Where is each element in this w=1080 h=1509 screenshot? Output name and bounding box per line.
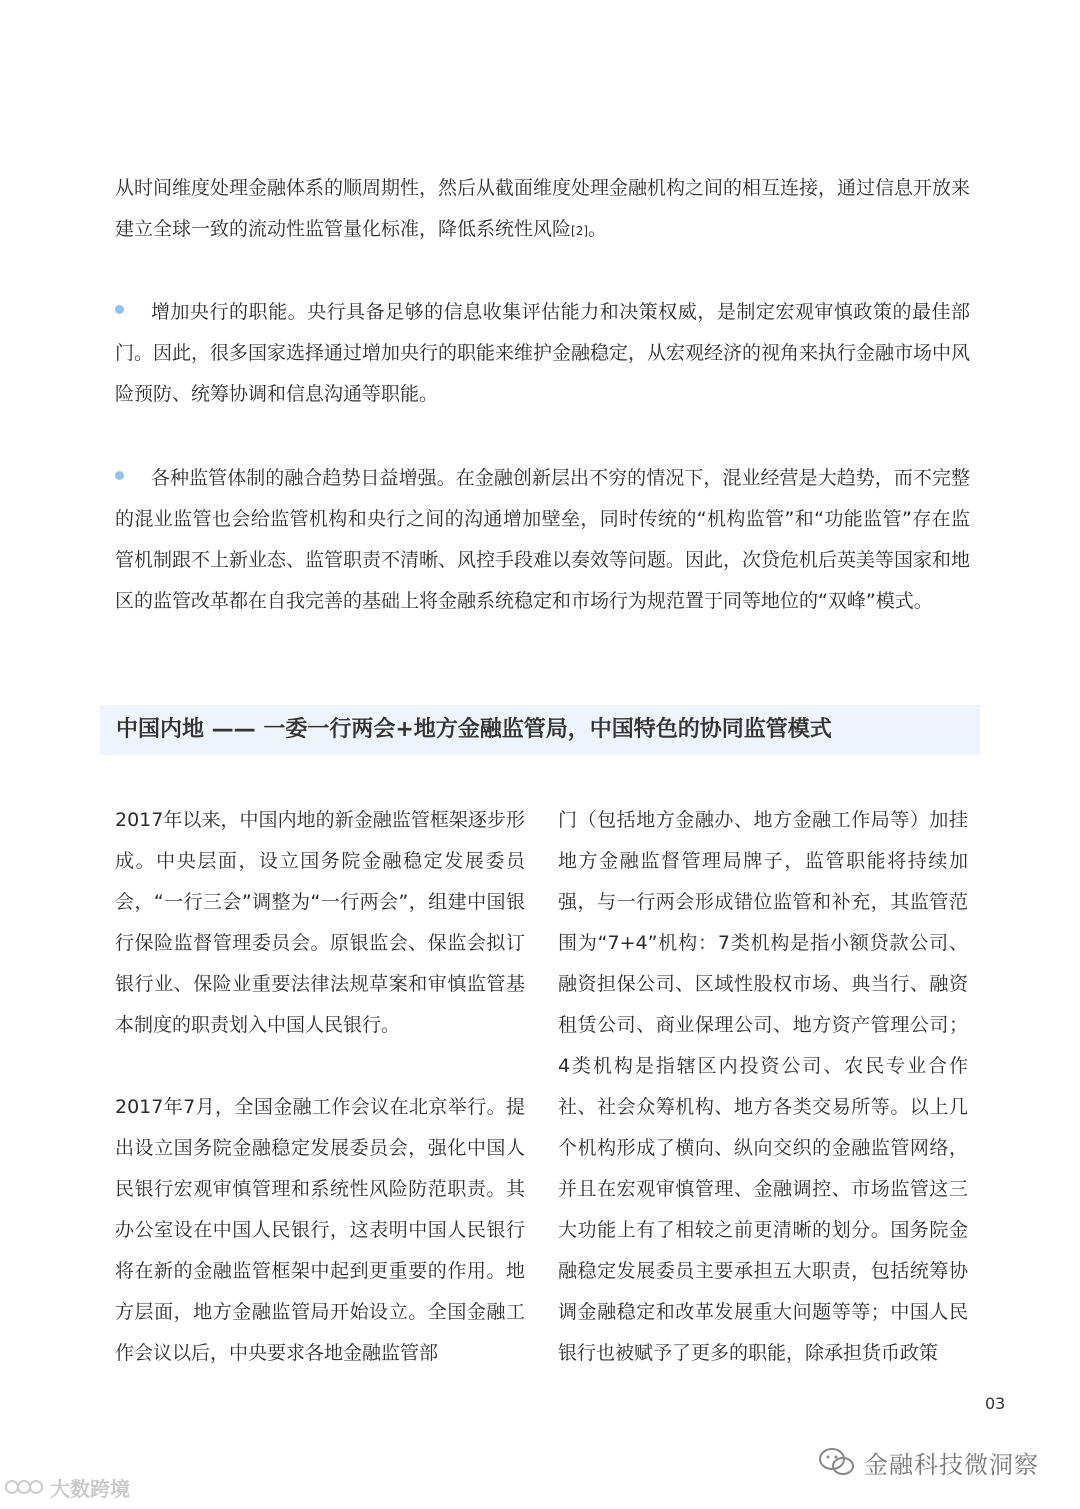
left-paragraph-2: 2017年7月，全国金融工作会议在北京举行。提出设立国务院金融稳定发展委员会，强化中国人民银行宏观审慎管理和系统性风险防范职责。其办公室设在中国人民银行，这表明中国人民银行将在新的金融监管框架中起到更重要的作用。地方层面，地方金融监管局开始设立。全国金融工作会议以后，中央要求各地金融监管部 <box>115 1096 525 1364</box>
bullet-text: 增加央行的职能。央行具备足够的信息收集评估能力和决策权威，是制定宏观审慎政策的最佳部门。因此，很多国家选择通过增加央行的职能来维护金融稳定，从宏观经济的视角来执行金融市场中风险预防、统筹协调和信息沟通等职能。 <box>115 301 971 405</box>
watermark-left <box>4 1472 130 1502</box>
watermark-right-text: 金融科技微洞察 <box>864 1450 1039 1479</box>
watermark-logo-icon <box>4 1476 44 1498</box>
watermark-right <box>818 1442 1039 1482</box>
wechat-logo-icon <box>818 1447 856 1477</box>
section-title: 中国内地 —— 一委一行两会+地方金融监管局，中国特色的协同监管模式 <box>116 717 832 742</box>
right-paragraph-1: 门（包括地方金融办、地方金融工作局等）加挂地方金融监督管理局牌子，监管职能将持续加强，与一行两会形成错位监管和补充，其监管范围为“7+4”机构：7类机构是指小额贷款公司、融资担保公司、区域性股权市场、典当行、融资租赁公司、商业保理公司、地方资产管理公司；4类机构是指辖区内投资公司、农民专业合作社、社会众筹机构、地方各类交易所等。以上几个机构形成了横向、纵向交织的金融监管网络，并且在宏观审慎管理、金融调控、市场监管这三大功能上有了相较之前更清晰的划分。国务院金融稳定发展委员主要承担五大职责，包括统筹协调金融稳定和改革发展重大问题等等；中国人民银行也被赋予了更多的职能，除承担货币政策 <box>558 809 968 1364</box>
intro-end: 。 <box>588 218 608 240</box>
left-paragraph-1: 2017年以来，中国内地的新金融监管框架逐步形成。中央层面，设立国务院金融稳定发展委员会，“一行三会”调整为“一行两会”，组建中国银行保险监督管理委员会。原银监会、保监会拟订银行业、保险业重要法律法规草案和审慎监管基本制度的职责划入中国人民银行。 <box>115 809 525 1036</box>
bullet-dot-icon <box>115 471 124 480</box>
intro-paragraph <box>115 168 970 252</box>
watermark-left-text: 大数跨境 <box>50 1476 130 1501</box>
bullet-item-regulatory-integration <box>115 458 970 622</box>
section-header <box>100 705 980 755</box>
right-column <box>558 800 968 1374</box>
bullet-dot-icon <box>115 305 124 314</box>
bullet-item-central-bank <box>115 292 970 415</box>
intro-text: 从时间维度处理金融体系的顺周期性，然后从截面维度处理金融机构之间的相互连接，通过信息开放来建立全球一致的流动性监管量化标准，降低系统性风险 <box>115 177 971 240</box>
page-number: 03 <box>985 1394 1006 1413</box>
left-column <box>115 800 525 1374</box>
citation-ref: [2] <box>571 224 589 238</box>
bullet-text: 各种监管体制的融合趋势日益增强。在金融创新层出不穷的情况下，混业经营是大趋势，而不完整的混业监管也会给监管机构和央行之间的沟通增加壁垒，同时传统的“机构监管”和“功能监管”存在监管机制跟不上新业态、监管职责不清晰、风控手段难以奏效等问题。因此，次贷危机后英美等国家和地区的监管改革都在自我完善的基础上将金融系统稳定和市场行为规范置于同等地位的“双峰”模式。 <box>115 467 971 612</box>
